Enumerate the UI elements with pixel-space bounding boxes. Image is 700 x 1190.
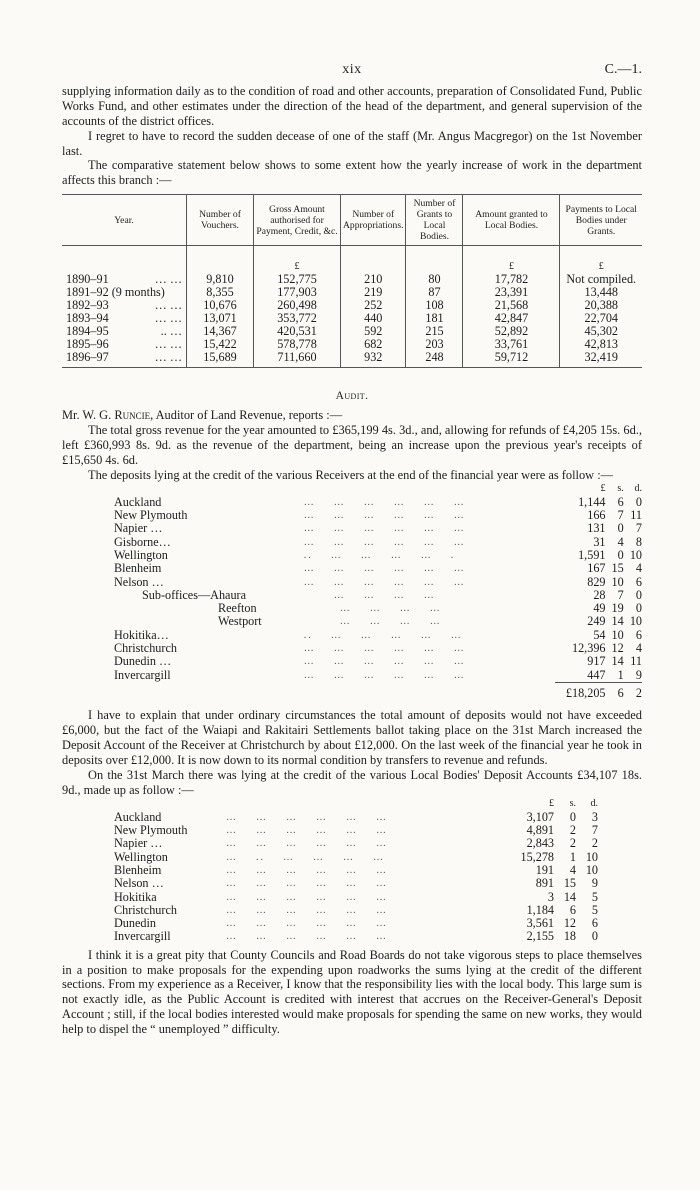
- cell-payments: 32,419: [560, 351, 642, 368]
- col-header-vouchers: Number of Vouchers.: [187, 195, 254, 246]
- cell-vouchers: 15,689: [187, 351, 254, 368]
- page-number: xix: [342, 62, 362, 77]
- table-row: Nelson … … … … … … … 891 15 9: [114, 876, 598, 891]
- local-bodies-deposits-table: [114, 797, 598, 943]
- table-row: Blenheim … … … … … … 191 4 10: [114, 862, 598, 877]
- explanation-paragraph-1: I have to explain that under ordinary circumstances the total amount of deposits would not have exceeded £6,000, but the fact of the Waiapi and Rakitairi Settlements ballot taking place on the 31st March increased the Deposit Account of the Receiver at Christchurch by about £12,000. On the last week of the financial year he took in deposits over £12,000. It is now down to its normal condition by transfers to revenue and refunds.: [62, 708, 642, 767]
- cell-gross: 420,531: [254, 325, 341, 338]
- table-row: Hokitika … … … … … … 3 14 5: [114, 889, 598, 904]
- cell-year: 1891–92 (9 months): [66, 285, 165, 300]
- page-header: [62, 62, 642, 84]
- table-row: Wellington … .. … … … … 15,278 1 10: [114, 849, 598, 864]
- document-page: [62, 62, 642, 1037]
- cell-amount: 59,712: [463, 351, 560, 368]
- cell-vouchers: 9,810: [187, 273, 254, 286]
- local-body-name: Auckland: [114, 809, 162, 824]
- unit-pound: £: [560, 246, 642, 274]
- cell-vouchers: 8,355: [187, 286, 254, 299]
- currency-header-row: £ s. d.: [549, 798, 598, 810]
- cell-amount: 21,568: [463, 299, 560, 312]
- cell-amount: 17,782: [463, 273, 560, 286]
- leader-dots: … …: [154, 272, 182, 287]
- receiver-name: New Plymouth: [114, 508, 188, 523]
- table-row: Blenheim … … … … … … 167 15 4: [114, 561, 642, 576]
- table-row: Napier … … … … … … … 131 0 7: [114, 521, 642, 536]
- cell-year: 1895–96: [66, 337, 109, 352]
- cell-payments: 20,388: [560, 299, 642, 312]
- cell-year: 1896–97: [66, 350, 109, 365]
- reporter-name: Runcie: [114, 408, 151, 423]
- col-header-payments: Payments to Local Bodies under Grants.: [560, 195, 642, 246]
- table-row: Reefton … … … … 49 19 0: [114, 602, 642, 615]
- leader-dots: … …: [154, 311, 182, 326]
- cell-amount: 23,391: [463, 286, 560, 299]
- table-row: Christchurch … … … … … … 12,396 12 4: [114, 640, 642, 655]
- table-header-row: [62, 195, 642, 246]
- cell-amount: 33,761: [463, 338, 560, 351]
- cell-gross: 578,778: [254, 338, 341, 351]
- cell-grants: 108: [406, 299, 463, 312]
- table-row: New Plymouth … … … … … … 4,891 2 7: [114, 823, 598, 838]
- table-row: Invercargill … … … … … … 447 1 9: [114, 667, 642, 682]
- table-row: Dunedin … … … … … … 3,561 12 6: [114, 916, 598, 931]
- col-header-gross: Gross Amount authorised for Payment, Credit, &c.: [254, 195, 341, 246]
- cell-payments: 45,302: [560, 325, 642, 338]
- cell-appropriations: 440: [341, 312, 406, 325]
- table-row: Napier … … … … … … … 2,843 2 2: [114, 836, 598, 851]
- receiver-name: Sub-offices—Ahaura: [142, 587, 247, 602]
- unit-pound: £: [254, 246, 341, 274]
- intro-paragraph-3: The comparative statement below shows to some extent how the yearly increase of work in the department affects this branch :—: [62, 158, 642, 188]
- col-header-appropriations: Number of Appropriations.: [341, 195, 406, 246]
- cell-vouchers: 15,422: [187, 338, 254, 351]
- leader-dots: … …: [154, 337, 182, 352]
- local-body-name: Hokitika: [114, 889, 157, 904]
- cell-appropriations: 592: [341, 325, 406, 338]
- local-body-name: Wellington: [114, 849, 168, 864]
- cell-appropriations: 682: [341, 338, 406, 351]
- local-body-name: Nelson …: [114, 876, 164, 891]
- table-units-row: [62, 246, 642, 274]
- table-row: [62, 325, 642, 338]
- receiver-name: Dunedin …: [114, 654, 172, 669]
- receiver-name: Napier …: [114, 521, 163, 536]
- cell-year: 1894–95: [66, 324, 109, 339]
- table-row: Auckland … … … … … … 3,107 0 3: [114, 809, 598, 824]
- receiver-name: Hokitika…: [114, 627, 169, 642]
- cell-grants: 87: [406, 286, 463, 299]
- audit-paragraph-2: The deposits lying at the credit of the various Receivers at the end of the financial year were as follow :—: [88, 467, 614, 482]
- receivers-deposits-table: [114, 482, 642, 700]
- intro-paragraph-1: supplying information daily as to the condition of road and other accounts, preparation of Consolidated Fund, Public Works Fund, and other estimates under the direction of the head of the department, and general supervision of the accounts of the district offices.: [62, 84, 642, 128]
- receiver-name: Wellington: [114, 547, 168, 562]
- cell-gross: 711,660: [254, 351, 341, 368]
- leader-dots: … …: [154, 350, 182, 365]
- cell-amount: 42,847: [463, 312, 560, 325]
- receiver-name: Westport: [218, 614, 262, 629]
- cell-payments: 22,704: [560, 312, 642, 325]
- cell-gross: 177,903: [254, 286, 341, 299]
- leader-dots: … …: [154, 298, 182, 313]
- table-row: [62, 299, 642, 312]
- col-header-year: Year.: [62, 195, 187, 246]
- cell-gross: 152,775: [254, 273, 341, 286]
- col-header-grants: Number of Grants to Local Bodies.: [406, 195, 463, 246]
- cell-grants: 80: [406, 273, 463, 286]
- closing-paragraph: I think it is a great pity that County Councils and Road Boards do not take vigorous steps to place themselves in a position to make proposals for the expending upon roadworks the sums lying at the credit of the different sections. From my experience as a Receiver, I know that the responsibility lies with the local body. This large sum is not exactly idle, as the Public Account is credited with interest that accrues on the Receiver-General's Deposit Account ; still, if the local bodies interested would make proposals for spending the same on new works, they would help to dispel the “ unemployed ” difficulty.: [62, 947, 642, 1037]
- cell-year: 1893–94: [66, 311, 109, 326]
- total-pounds: £18,205: [555, 682, 606, 700]
- receiver-name: Blenheim: [114, 561, 162, 576]
- local-body-name: Napier …: [114, 836, 163, 851]
- leader-dots: .. …: [160, 324, 182, 339]
- explanation-paragraph-2: On the 31st March there was lying at the credit of the various Local Bodies' Deposit Accounts £34,107 18s. 9d., made up as follow :—: [62, 767, 642, 797]
- table-row: Hokitika… .. … … … … … 54 10 6: [114, 627, 642, 642]
- table-row: [62, 286, 642, 299]
- cell-appropriations: 252: [341, 299, 406, 312]
- cell-grants: 248: [406, 351, 463, 368]
- table-row: Dunedin … … … … … … … 917 14 11: [114, 654, 642, 669]
- cell-gross: 260,498: [254, 299, 341, 312]
- cell-year: 1890–91: [66, 272, 109, 287]
- cell-payments: Not compiled.: [560, 273, 642, 286]
- cell-payments: 13,448: [560, 286, 642, 299]
- receiver-name: Invercargill: [114, 667, 171, 682]
- table-row: Nelson … … … … … … … 829 10 6: [114, 574, 642, 589]
- cell-vouchers: 10,676: [187, 299, 254, 312]
- receiver-name: Auckland: [114, 494, 162, 509]
- cell-year: 1892–93: [66, 298, 109, 313]
- table-row: [62, 351, 642, 368]
- col-header-amount-granted: Amount granted to Local Bodies.: [463, 195, 560, 246]
- cell-appropriations: 210: [341, 273, 406, 286]
- audit-reporter-line: Mr. W. G. Runcie, Auditor of Land Revenue, reports :—: [62, 408, 343, 423]
- document-reference: C.—1.: [604, 62, 642, 77]
- table-row: Sub-offices—Ahaura … … … … 28 7 0: [114, 589, 642, 602]
- cell-appropriations: 932: [341, 351, 406, 368]
- cell-grants: 215: [406, 325, 463, 338]
- local-body-name: Blenheim: [114, 862, 162, 877]
- table-row: Westport … … … … 249 14 10: [114, 615, 642, 628]
- table-row: Christchurch … … … … … … 1,184 6 5: [114, 902, 598, 917]
- receiver-name: Nelson …: [114, 574, 164, 589]
- section-title-audit: Audit.: [335, 390, 369, 403]
- table-row: Auckland … … … … … … 1,144 6 0: [114, 494, 642, 509]
- table-row: New Plymouth … … … … … … 166 7 11: [114, 508, 642, 523]
- local-body-name: Christchurch: [114, 902, 177, 917]
- intro-paragraph-2: I regret to have to record the sudden decease of one of the staff (Mr. Angus Macgregor) on the 1st November last.: [62, 128, 642, 158]
- receiver-name: Reefton: [218, 601, 257, 616]
- table-row: [62, 338, 642, 351]
- currency-header-row: £ s. d.: [600, 483, 642, 495]
- unit-pound: £: [463, 246, 560, 274]
- table-row: [62, 312, 642, 325]
- table-row: Wellington .. … … … … . 1,591 0 10: [114, 547, 642, 562]
- cell-amount: 52,892: [463, 325, 560, 338]
- table-row: Invercargill … … … … … … 2,155 18 0: [114, 929, 598, 944]
- local-body-name: Dunedin: [114, 916, 156, 931]
- comparative-statement-table: [62, 194, 642, 368]
- receiver-name: Christchurch: [114, 640, 177, 655]
- local-body-name: Invercargill: [114, 929, 171, 944]
- table-row: Gisborne… … … … … … … 31 4 8: [114, 534, 642, 549]
- audit-paragraph-1: The total gross revenue for the year amounted to £365,199 4s. 3d., and, allowing for refunds of £4,205 15s. 6d., left £360,993 8s. 9d. as the revenue of the department, being an increase upon the previous year's receipts of £15,650 4s. 6d.: [62, 422, 642, 467]
- cell-vouchers: 14,367: [187, 325, 254, 338]
- deposits-total-row: £18,205 6 2: [114, 682, 642, 700]
- cell-grants: 203: [406, 338, 463, 351]
- cell-grants: 181: [406, 312, 463, 325]
- local-body-name: New Plymouth: [114, 823, 188, 838]
- cell-appropriations: 219: [341, 286, 406, 299]
- cell-vouchers: 13,071: [187, 312, 254, 325]
- cell-payments: 42,813: [560, 338, 642, 351]
- receiver-name: Gisborne…: [114, 534, 171, 549]
- cell-gross: 353,772: [254, 312, 341, 325]
